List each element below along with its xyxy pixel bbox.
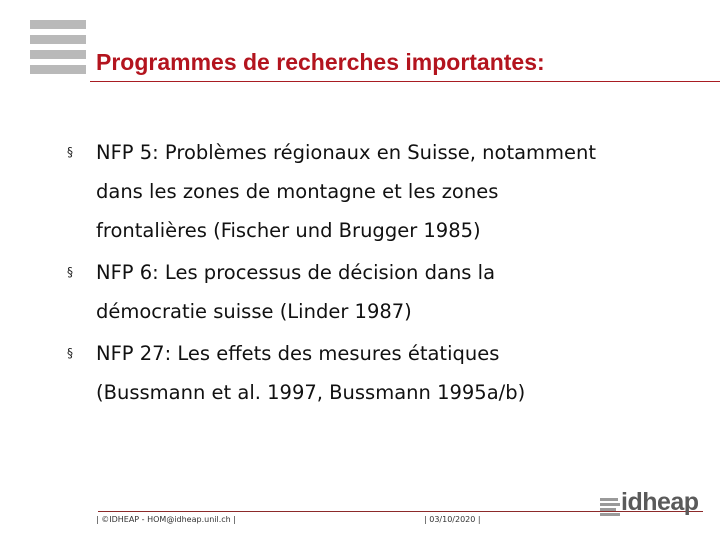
decorative-stripes	[30, 20, 86, 74]
footer-date: | 03/10/2020 |	[424, 515, 481, 524]
idheap-logo	[600, 488, 699, 520]
bullet-list	[66, 133, 696, 415]
logo-text: idheap	[621, 488, 699, 516]
bullet-line: dans les zones de montagne et les zones	[96, 180, 499, 203]
footer-copyright: | ©IDHEAP - HOM@idheap.unil.ch |	[96, 515, 236, 524]
bullet-line: démocratie suisse (Linder 1987)	[96, 300, 412, 323]
title-underline	[90, 81, 720, 82]
bullet-line: (Bussmann et al. 1997, Bussmann 1995a/b)	[96, 381, 526, 404]
bullet-text	[96, 253, 495, 331]
bullet-line: NFP 5: Problèmes régionaux en Suisse, notamment	[96, 141, 597, 164]
logo-stripes-icon	[600, 496, 620, 516]
bullet-item	[66, 133, 696, 250]
bullet-marker: §	[67, 265, 73, 279]
bullet-marker: §	[67, 145, 73, 159]
slide-title: Programmes de recherches importantes:	[96, 49, 545, 75]
bullet-item	[66, 253, 696, 331]
bullet-line: NFP 6: Les processus de décision dans la	[96, 261, 496, 284]
bullet-text	[96, 133, 596, 250]
bullet-line: NFP 27: Les effets des mesures étatiques	[96, 342, 500, 365]
bullet-text	[96, 334, 525, 412]
bullet-item	[66, 334, 696, 412]
bullet-line: frontalières (Fischer und Brugger 1985)	[96, 219, 481, 242]
bullet-marker: §	[67, 346, 73, 360]
